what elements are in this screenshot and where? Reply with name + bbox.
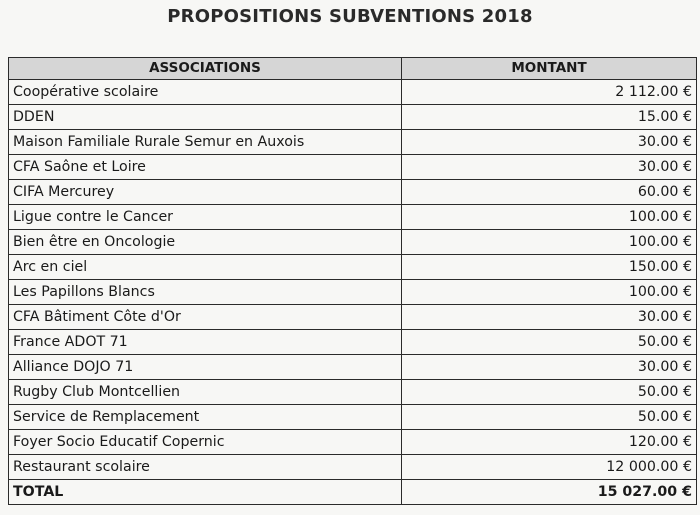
total-label: TOTAL	[9, 480, 402, 505]
table-row	[9, 430, 697, 455]
association-name: Les Papillons Blancs	[9, 280, 402, 305]
association-name: Service de Remplacement	[9, 405, 402, 430]
amount-cell: 2 112.00 €	[402, 80, 697, 105]
association-name: Alliance DOJO 71	[9, 355, 402, 380]
association-name: Bien être en Oncologie	[9, 230, 402, 255]
table-row	[9, 80, 697, 105]
amount-cell: 50.00 €	[402, 330, 697, 355]
table-row	[9, 130, 697, 155]
association-name: DDEN	[9, 105, 402, 130]
subventions-table	[8, 57, 697, 505]
table-row	[9, 155, 697, 180]
association-name: Rugby Club Montcellien	[9, 380, 402, 405]
amount-cell: 50.00 €	[402, 380, 697, 405]
association-name: France ADOT 71	[9, 330, 402, 355]
association-name: CFA Saône et Loire	[9, 155, 402, 180]
association-name: Coopérative scolaire	[9, 80, 402, 105]
association-name: Foyer Socio Educatif Copernic	[9, 430, 402, 455]
table-row	[9, 205, 697, 230]
total-row	[9, 480, 697, 505]
table-header-row	[9, 58, 697, 80]
amount-cell: 100.00 €	[402, 205, 697, 230]
amount-cell: 50.00 €	[402, 405, 697, 430]
amount-cell: 60.00 €	[402, 180, 697, 205]
association-name: Restaurant scolaire	[9, 455, 402, 480]
amount-cell: 30.00 €	[402, 130, 697, 155]
association-name: Maison Familiale Rurale Semur en Auxois	[9, 130, 402, 155]
amount-cell: 150.00 €	[402, 255, 697, 280]
table-row	[9, 105, 697, 130]
table-row	[9, 230, 697, 255]
association-name: Arc en ciel	[9, 255, 402, 280]
amount-cell: 100.00 €	[402, 280, 697, 305]
amount-cell: 30.00 €	[402, 305, 697, 330]
table-row	[9, 455, 697, 480]
amount-cell: 12 000.00 €	[402, 455, 697, 480]
total-amount: 15 027.00 €	[402, 480, 697, 505]
association-name: CFA Bâtiment Côte d'Or	[9, 305, 402, 330]
amount-cell: 30.00 €	[402, 355, 697, 380]
table-row	[9, 305, 697, 330]
table-row	[9, 330, 697, 355]
table-row	[9, 180, 697, 205]
table-row	[9, 280, 697, 305]
table-row	[9, 405, 697, 430]
association-name: CIFA Mercurey	[9, 180, 402, 205]
column-header-associations: ASSOCIATIONS	[9, 58, 402, 80]
table-row	[9, 255, 697, 280]
association-name: Ligue contre le Cancer	[9, 205, 402, 230]
page-title: PROPOSITIONS SUBVENTIONS 2018	[167, 6, 533, 27]
amount-cell: 100.00 €	[402, 230, 697, 255]
amount-cell: 15.00 €	[402, 105, 697, 130]
table-row	[9, 380, 697, 405]
column-header-montant: MONTANT	[402, 58, 697, 80]
amount-cell: 30.00 €	[402, 155, 697, 180]
amount-cell: 120.00 €	[402, 430, 697, 455]
table-row	[9, 355, 697, 380]
